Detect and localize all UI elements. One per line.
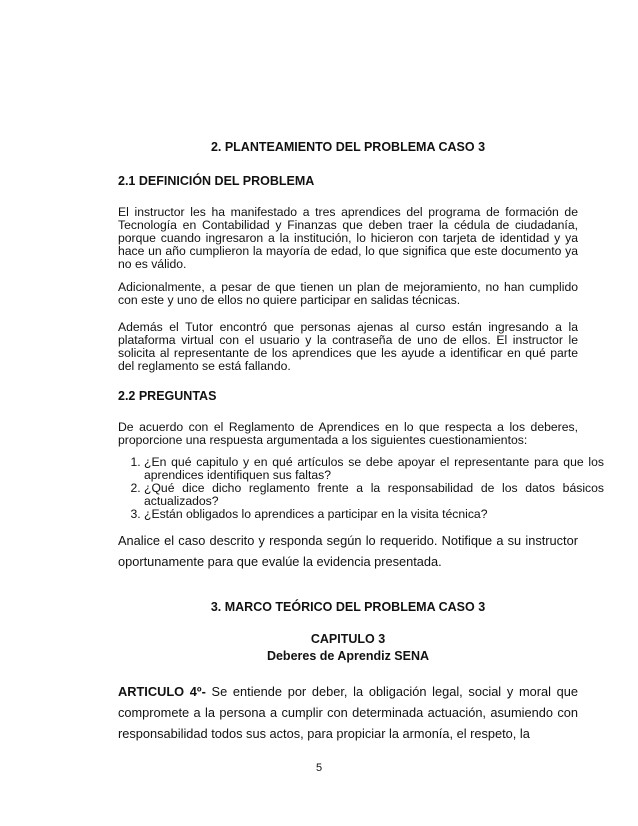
section-2-2-heading: 2.2 PREGUNTAS (118, 389, 217, 403)
article-4-paragraph (118, 681, 578, 744)
question-item: 1. ¿En qué capitulo y en qué artículos se debe apoyar el representante para que los aprendices identifiquen sus faltas? (144, 456, 604, 482)
section-2-title: 2. PLANTEAMIENTO DEL PROBLEMA CASO 3 (210, 140, 486, 154)
paragraph-definition-2: Adicionalmente, a pesar de que tienen un plan de mejoramiento, no han cumplido con este y uno de ellos no quiere participar en salidas técnicas. (118, 280, 578, 307)
article-text: Se entiende por deber, la obligación legal, social y moral que compromete a la persona a cumplir con determinada actuación, asumiendo con responsabilidad todos sus actos, para propiciar la armonía, el respeto, la (118, 684, 578, 741)
paragraph-definition-3: Además el Tutor encontró que personas ajenas al curso están ingresando a la plataforma virtual con el usuario y la contraseña de uno de ellos. El instructor le solicita al representante de los aprendices que les ayude a identificar en qué parte del reglamento se está fallando. (118, 320, 578, 373)
paragraph-questions-intro: De acuerdo con el Reglamento de Aprendices en lo que respecta a los deberes, proporcione una respuesta argumentada a los siguientes cuestionamientos: (118, 420, 578, 447)
paragraph-closing: Analice el caso descrito y responda según lo requerido. Notifique a su instructor oportunamente para que evalúe la evidencia presentada. (118, 533, 578, 569)
chapter-title: CAPITULO 3 (310, 632, 386, 646)
section-2-1-heading: 2.1 DEFINICIÓN DEL PROBLEMA (118, 174, 315, 188)
questions-list (118, 456, 604, 521)
chapter-subtitle: Deberes de Aprendiz SENA (266, 649, 430, 663)
article-label: ARTICULO 4º- (118, 684, 206, 699)
page-number: 5 (315, 762, 323, 774)
question-item: 3. ¿Están obligados lo aprendices a participar en la visita técnica? (144, 508, 604, 521)
paragraph-definition-1: El instructor les ha manifestado a tres aprendices del programa de formación de Tecnología en Contabilidad y Finanzas que deben traer la cédula de ciudadanía, porque cuando ingresaron a la institución, lo hicieron con tarjeta de identidad y ya hace un año cumplieron la mayoría de edad, lo que significa que este documento ya no es válido. (118, 205, 578, 271)
section-3-title: 3. MARCO TEÓRICO DEL PROBLEMA CASO 3 (210, 600, 486, 614)
question-item: 2. ¿Qué dice dicho reglamento frente a la responsabilidad de los datos básicos actualizados? (144, 482, 604, 508)
